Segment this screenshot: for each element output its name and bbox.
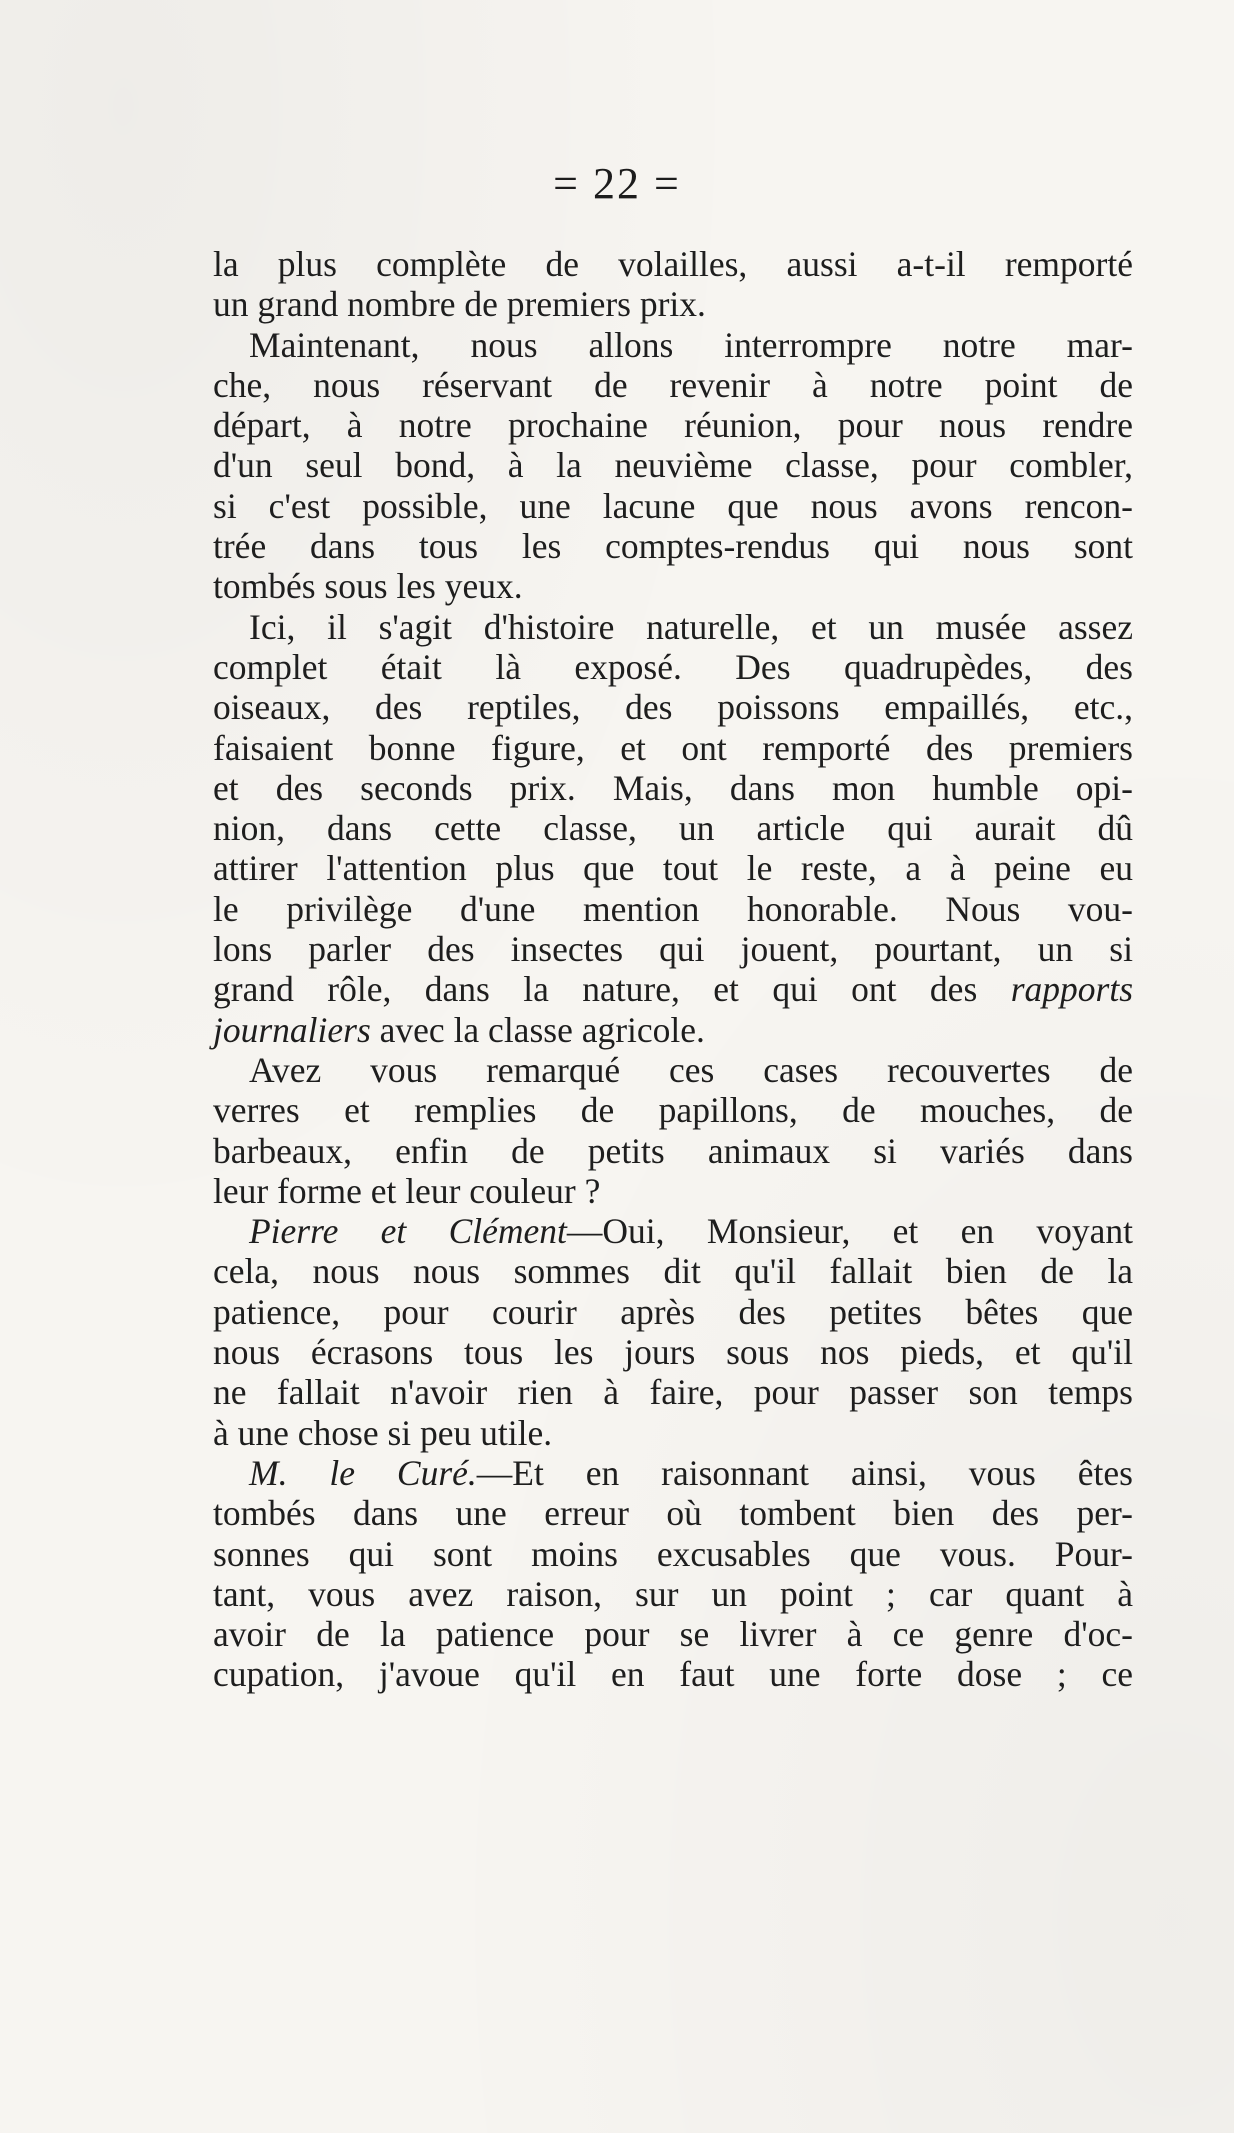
italic-phrase: journaliers bbox=[213, 1009, 371, 1050]
text-line: patience, pour courir après des petites bêtes que bbox=[213, 1291, 1133, 1332]
text-line: un grand nombre de premiers prix. bbox=[213, 284, 706, 325]
page-number: = 22 = bbox=[553, 159, 681, 208]
text-line: complet était là exposé. Des quadrupèdes, des bbox=[213, 646, 1133, 687]
text-line: M. le Curé.—Et en raisonnant ainsi, vous êtes bbox=[249, 1452, 1133, 1493]
text-line: Maintenant, nous allons interrompre notre mar- bbox=[249, 324, 1133, 365]
text-line: à une chose si peu utile. bbox=[213, 1412, 553, 1453]
text-line: d'un seul bond, à la neuvième classe, pour combler, bbox=[213, 445, 1133, 486]
text-line: verres et remplies de papillons, de mouches, de bbox=[213, 1090, 1133, 1131]
text-line: barbeaux, enfin de petits animaux si variés dans bbox=[213, 1130, 1133, 1171]
text-line: si c'est possible, une lacune que nous avons rencon- bbox=[213, 485, 1133, 526]
speaker-name: Pierre et Clément bbox=[249, 1211, 567, 1252]
text-line: Ici, il s'agit d'histoire naturelle, et un musée assez bbox=[249, 606, 1133, 647]
text-line: lons parler des insectes qui jouent, pourtant, un si bbox=[213, 929, 1133, 970]
text-line: départ, à notre prochaine réunion, pour nous rendre bbox=[213, 405, 1133, 446]
text-line: tant, vous avez raison, sur un point ; car quant à bbox=[213, 1573, 1133, 1614]
text-line: journaliers avec la classe agricole. bbox=[213, 1009, 705, 1050]
text-line: avoir de la patience pour se livrer à ce genre d'oc- bbox=[213, 1614, 1133, 1655]
text-line: sonnes qui sont moins excusables que vous. Pour- bbox=[213, 1533, 1133, 1574]
text-line: tombés dans une erreur où tombent bien des per- bbox=[213, 1493, 1133, 1534]
text-line: oiseaux, des reptiles, des poissons empaillés, etc., bbox=[213, 687, 1133, 728]
text-line: cupation, j'avoue qu'il en faut une forte dose ; ce bbox=[213, 1654, 1133, 1695]
text-line: che, nous réservant de revenir à notre point de bbox=[213, 364, 1133, 405]
text-line: trée dans tous les comptes-rendus qui nous sont bbox=[213, 526, 1133, 567]
text-line: la plus complète de volailles, aussi a-t-il remporté bbox=[213, 244, 1133, 284]
text-line: faisaient bonne figure, et ont remporté des premiers bbox=[213, 727, 1133, 768]
text-line: ne fallait n'avoir rien à faire, pour passer son temps bbox=[213, 1372, 1133, 1413]
text-line: leur forme et leur couleur ? bbox=[213, 1170, 601, 1211]
text-line: cela, nous nous sommes dit qu'il fallait bien de la bbox=[213, 1251, 1133, 1292]
text-line: nous écrasons tous les jours sous nos pieds, et qu'il bbox=[213, 1332, 1133, 1373]
body-text bbox=[213, 244, 1133, 1695]
text-line: grand rôle, dans la nature, et qui ont des rapports bbox=[213, 969, 1134, 1010]
speaker-name: M. le Curé. bbox=[249, 1452, 477, 1493]
text-line: attirer l'attention plus que tout le reste, a à peine eu bbox=[213, 848, 1133, 889]
text-line: nion, dans cette classe, un article qui aurait dû bbox=[213, 808, 1133, 849]
text-line: le privilège d'une mention honorable. Nous vou- bbox=[213, 888, 1133, 929]
text-line: tombés sous les yeux. bbox=[213, 566, 523, 607]
text-line: et des seconds prix. Mais, dans mon humble opi- bbox=[213, 767, 1133, 808]
italic-phrase: rapports bbox=[1010, 969, 1134, 1010]
text-line: Pierre et Clément—Oui, Monsieur, et en voyant bbox=[249, 1211, 1133, 1252]
text-line: Avez vous remarqué ces cases recouvertes de bbox=[249, 1049, 1133, 1090]
